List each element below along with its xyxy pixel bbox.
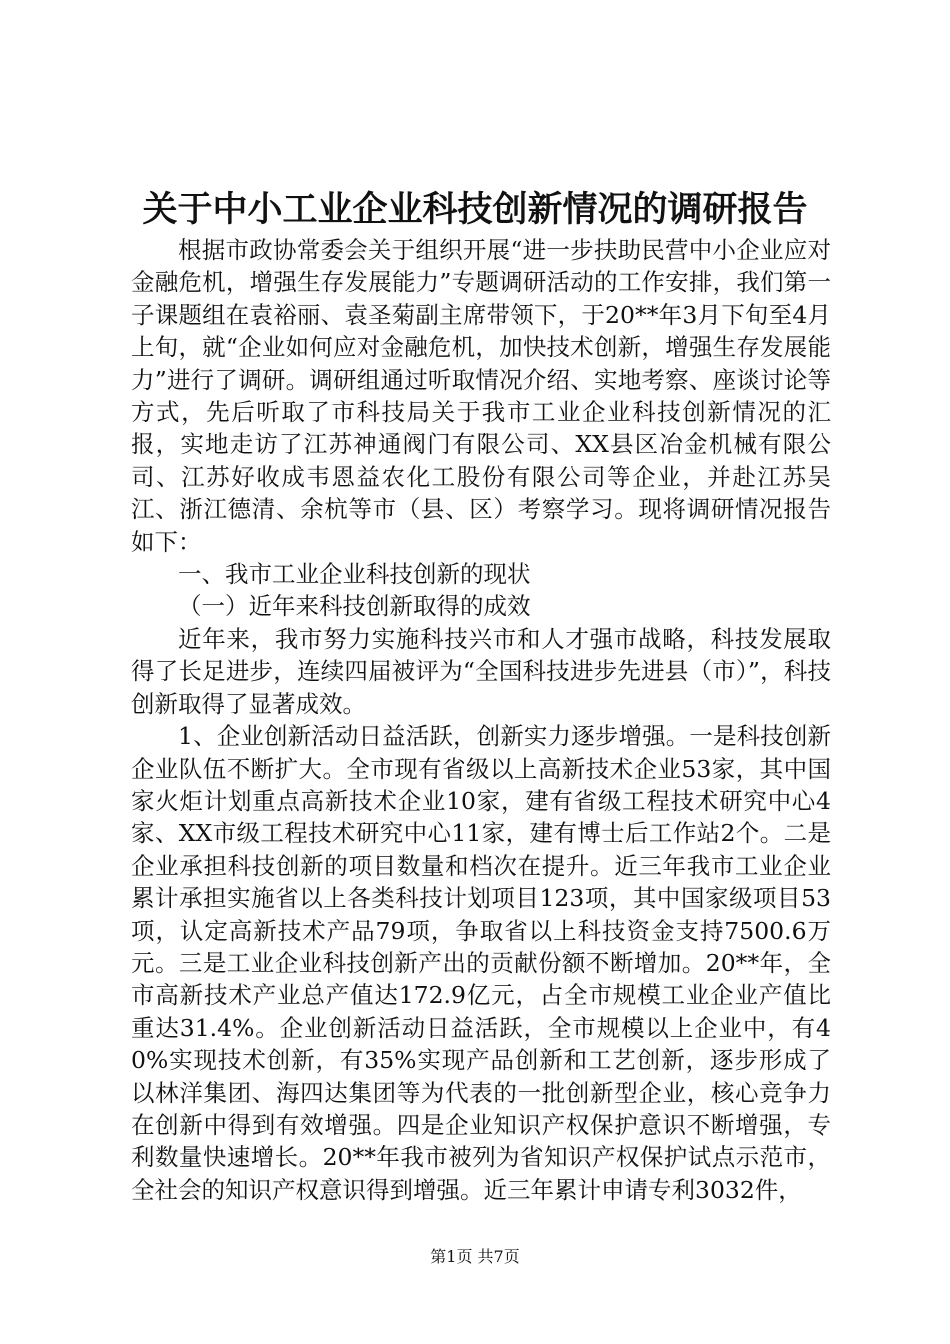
subsection-heading: （一）近年来科技创新取得的成效 (178, 592, 531, 621)
page-number-footer: 第1页 共7页 (430, 1247, 520, 1266)
paragraph-achievements: 近年来，我市努力实施科技兴市和人才强市战略，科技发展取得了长足进步，连续四届被评为“全国科技进步先进县（市）”，科技创新取得了显著成效。 (131, 624, 831, 718)
document-body (131, 234, 831, 1206)
paragraph-intro: 根据市政协常委会关于组织开展“进一步扶助民营中小企业应对金融危机，增强生存发展能力”专题调研活动的工作安排，我们第一子课题组在袁裕丽、袁圣菊副主席带领下，于20**年3月下旬至4月上旬，就“企业如何应对金融危机，加快技术创新，增强生存发展能力”进行了调研。调研组通过听取情况介绍、实地考察、座谈讨论等方式，先后听取了市科技局关于我市工业企业科技创新情况的汇报，实地走访了江苏神通阀门有限公司、XX县区冶金机械有限公司、江苏好收成韦恩益农化工股份有限公司等企业，并赴江苏吴江、浙江德清、余杭等市（县、区）考察学习。现将调研情况报告如下： (131, 236, 831, 556)
section-heading: 一、我市工业企业科技创新的现状 (178, 560, 531, 589)
document-title: 关于中小工业企业科技创新情况的调研报告 (142, 189, 808, 230)
paragraph-point-1: 1、企业创新活动日益活跃，创新实力逐步增强。一是科技创新企业队伍不断扩大。全市现有省级以上高新技术企业53家，其中国家火炬计划重点高新技术企业10家，建有省级工程技术研究中心4家、XX市级工程技术研究中心11家，建有博士后工作站2个。二是企业承担科技创新的项目数量和档次在提升。近三年我市工业企业累计承担实施省以上各类科技计划项目123项，其中国家级项目53项，认定高新技术产品79项，争取省以上科技资金支持7500.6万元。三是工业企业科技创新产出的贡献份额不断增加。20**年，全市高新技术产业总产值达172.9亿元，占全市规模工业企业产值比重达31.4%。企业创新活动日益活跃，全市规模以上企业中，有40%实现技术创新，有35%实现产品创新和工艺创新，逐步形成了以林洋集团、海四达集团等为代表的一批创新型企业，核心竞争力在创新中得到有效增强。四是企业知识产权保护意识不断增强，专利数量快速增长。20**年我市被列为省知识产权保护试点示范市，全社会的知识产权意识得到增强。近三年累计申请专利3032件， (131, 722, 831, 1204)
